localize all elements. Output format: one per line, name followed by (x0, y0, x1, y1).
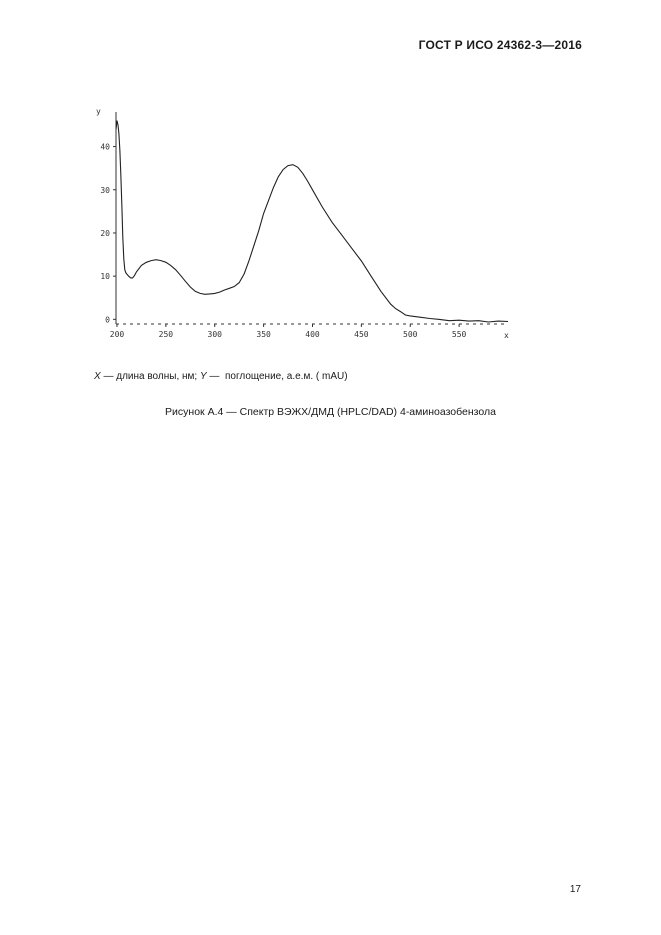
y-axis-label: y (96, 107, 101, 116)
x-tick-label: 300 (207, 330, 222, 339)
document-header: ГОСТ Р ИСО 24362-3—2016 (418, 38, 582, 52)
x-axis-label: x (504, 331, 509, 340)
spectrum-chart (88, 100, 518, 350)
figure-legend: X — длина волны, нм; Y — поглощение, а.е.м. ( mAU) (94, 371, 348, 382)
y-tick-label: 20 (100, 228, 110, 238)
x-tick-label: 500 (403, 330, 418, 339)
y-tick-label: 30 (100, 185, 110, 195)
y-tick-label: 0 (105, 315, 110, 325)
chart-axes (96, 107, 509, 340)
spectrum-line (116, 121, 508, 322)
x-tick-label: 400 (305, 330, 320, 339)
page-number: 17 (569, 884, 581, 895)
figure-caption: Рисунок А.4 — Спектр ВЭЖХ/ДМД (HPLC/DAD) 4-аминоазобензола (165, 406, 496, 418)
y-tick-label: 40 (100, 142, 110, 152)
x-tick-label: 450 (354, 330, 369, 339)
legend-x-symbol: X (94, 371, 101, 382)
x-tick-label: 200 (109, 330, 125, 339)
legend-y-symbol: Y (199, 371, 207, 382)
x-tick-label: 550 (451, 330, 467, 339)
y-tick-label: 10 (100, 272, 110, 282)
x-tick-label: 350 (256, 330, 271, 339)
x-tick-label: 250 (158, 330, 174, 339)
chart-ticks (100, 143, 466, 339)
legend-y-text: поглощение, а.е.м. ( mAU) (224, 371, 348, 382)
legend-x-text: длина волны, нм; (116, 371, 198, 382)
